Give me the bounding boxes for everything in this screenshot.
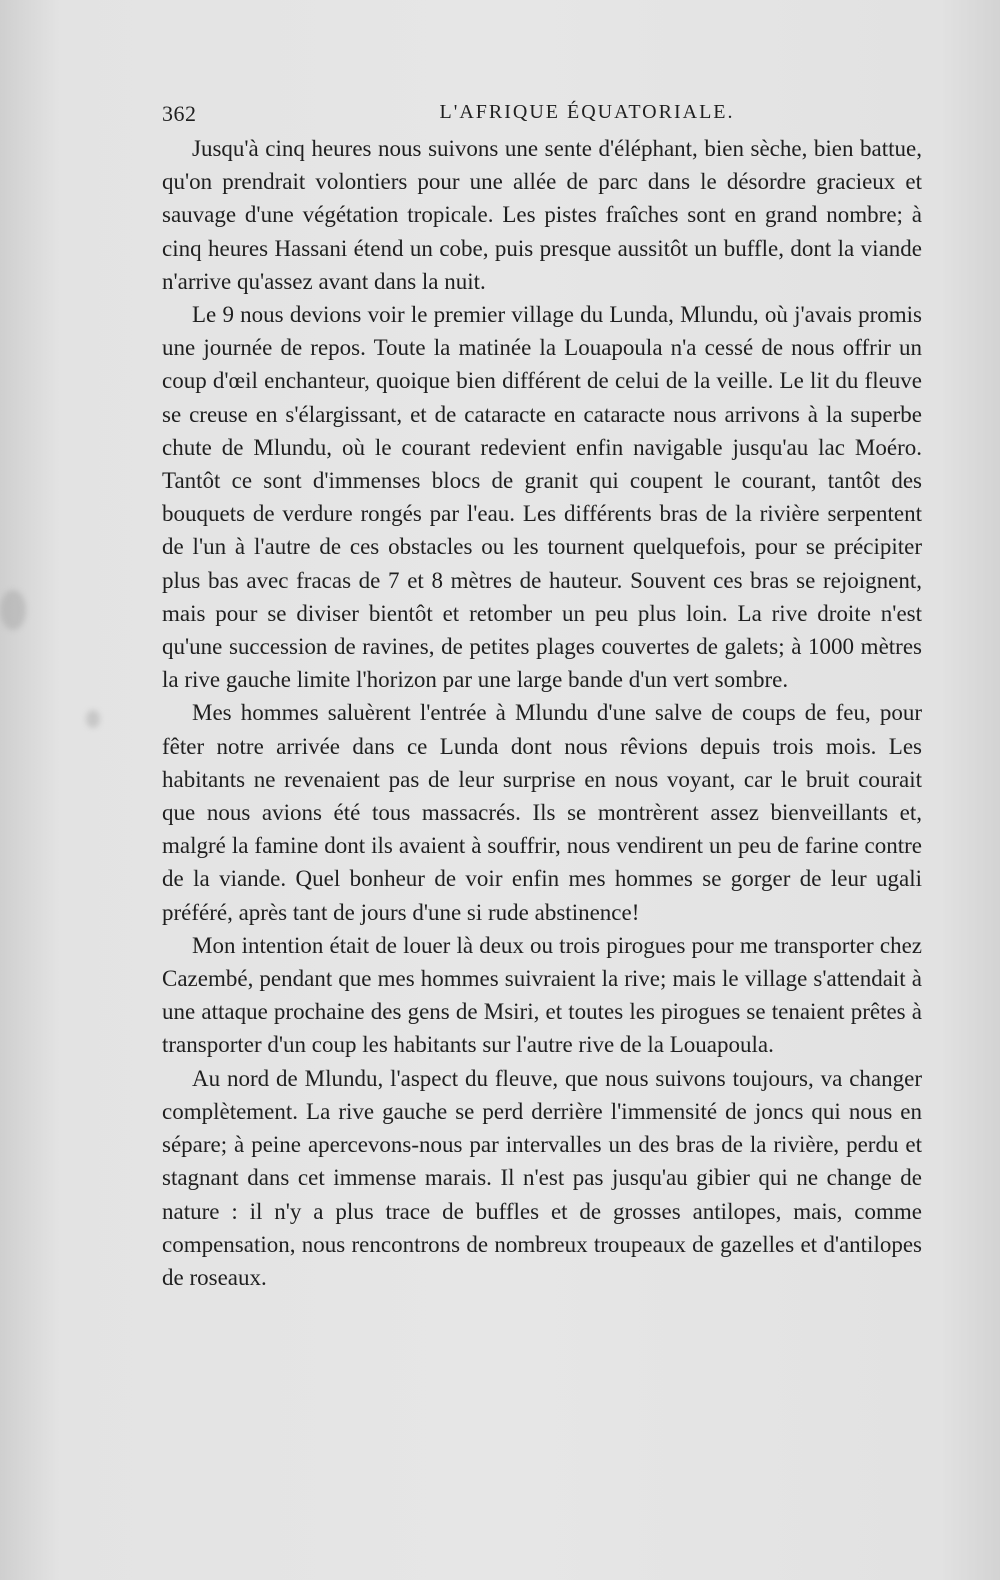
page-header bbox=[162, 101, 922, 133]
body-text bbox=[162, 132, 922, 1294]
paragraph: Mon intention était de louer là deux ou trois pirogues pour me transporter chez Cazembé, pendant que mes hommes suivraient la rive; mais le village s'attendait à une attaque prochaine des gens de Msiri, et toutes les pirogues se tenaient prêtes à transporter d'un coup les habitants sur l'autre rive de la Louapoula. bbox=[162, 932, 922, 1058]
paper-stain bbox=[86, 710, 100, 728]
paragraph: Au nord de Mlundu, l'aspect du fleuve, que nous suivons toujours, va changer complètement. La rive gauche se perd derrière l'immensité de joncs qui nous en sépare; à peine apercevons-nous par intervalles un des bras de la rivière, perdu et stagnant dans cet immense marais. Il n'est pas jusqu'au gibier qui ne change de nature : il n'y a plus trace de buffles et de grosses antilopes, mais, comme compensation, nous rencontrons de nombreux troupeaux de gazelles et d'antilopes de roseaux. bbox=[162, 1065, 922, 1290]
running-title: L'AFRIQUE ÉQUATORIALE. bbox=[439, 101, 735, 123]
paragraph: Mes hommes saluèrent l'entrée à Mlundu d'une salve de coups de feu, pour fêter notre arrivée dans ce Lunda dont nous rêvions depuis trois mois. Les habitants ne revenaient pas de leur surprise en nous voyant, car le bruit courait que nous avions été tous massacrés. Ils se montrèrent assez bienveillants et, malgré la famine dont ils avaient à souffrir, nous vendirent un peu de farine contre de la viande. Quel bonheur de voir enfin mes hommes se gorger de leur ugali préféré, après tant de jours d'une si rude abstinence! bbox=[162, 700, 922, 925]
paper-stain bbox=[0, 590, 26, 630]
page-number: 362 bbox=[162, 101, 197, 126]
paragraph: Le 9 nous devions voir le premier village du Lunda, Mlundu, où j'avais promis une journée de repos. Toute la matinée la Louapoula n'a cessé de nous offrir un coup d'œil enchanteur, quoique bien différent de celui de la veille. Le lit du fleuve se creuse en s'élargissant, et de cataracte en cataracte nous arrivons à la superbe chute de Mlundu, où le courant redevient enfin navigable jusqu'au lac Moéro. Tantôt ce sont d'immenses blocs de granit qui coupent le courant, tantôt des bouquets de verdure rongés par l'eau. Les différents bras de la rivière serpentent de l'un à l'autre de ces obstacles ou les tournent quelquefois, pour se précipiter plus bas avec fracas de 7 et 8 mètres de hauteur. Souvent ces bras se rejoignent, mais pour se diviser bientôt et retomber un peu plus loin. La rive droite n'est qu'une succession de ravines, de petites plages couvertes de galets; à 1000 mètres la rive gauche limite l'horizon par une large bande d'un vert sombre. bbox=[162, 302, 922, 693]
paragraph: Jusqu'à cinq heures nous suivons une sente d'éléphant, bien sèche, bien battue, qu'on prendrait volontiers pour une allée de parc dans le désordre gracieux et sauvage d'une végétation tropicale. Les pistes fraîches sont en grand nombre; à cinq heures Hassani étend un cobe, puis presque aussitôt un buffle, dont la viande n'arrive qu'assez avant dans la nuit. bbox=[162, 136, 922, 294]
